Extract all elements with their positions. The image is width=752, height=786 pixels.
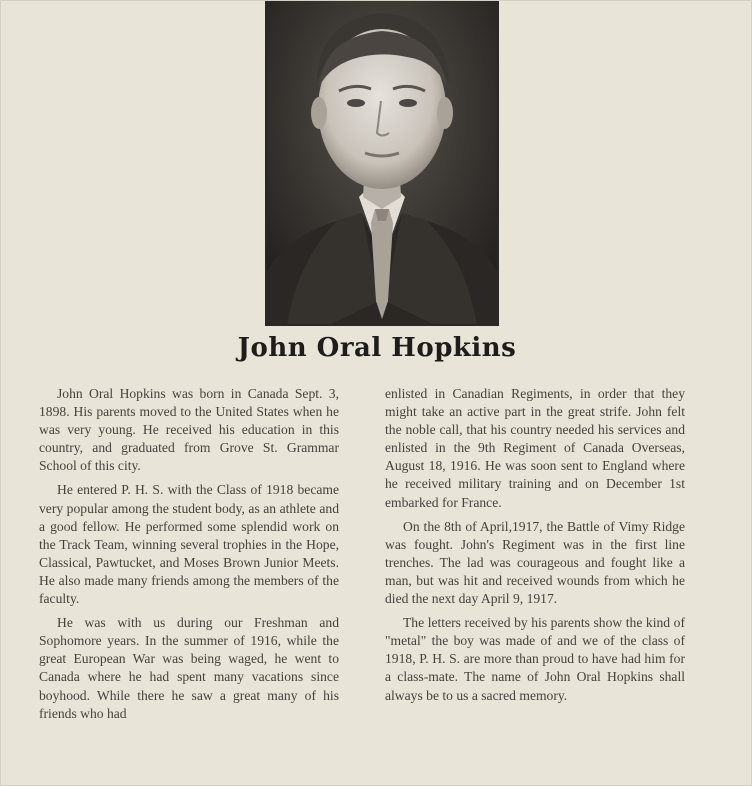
left-column	[39, 385, 339, 729]
portrait-photo	[265, 1, 499, 326]
paragraph: He was with us during our Freshman and Sophomore years. In the summer of 1916, while the great European War was being waged, he went to Canada where he had spent many vacations since boyhood. While there he saw a great many of his friends who had	[39, 615, 339, 721]
paragraph: On the 8th of April,1917, the Battle of Vimy Ridge was fought. John's Regiment was in the first line trenches. The lad was courageous and fought like a man, but was hit and received wounds from which he died the next day April 9, 1917.	[385, 518, 685, 607]
paragraph: He entered P. H. S. with the Class of 1918 became very popular among the student body, as an athlete and a good fellow. He performed some splendid work on the Track Team, winning several trophies in the Hope, Classical, Pawtucket, and Moses Brown Junior Meets. He also made many friends among the members of the faculty.	[39, 482, 339, 607]
right-column	[385, 385, 685, 711]
paragraph: The letters received by his parents show the kind of "metal" the boy was made of and we of the class of 1918, P. H. S. are more than proud to have had him for a class-mate. The name of John Oral Hopkins shall always be to us a sacred memory.	[385, 615, 685, 703]
paragraph: John Oral Hopkins was born in Canada Sept. 3, 1898. His parents moved to the United States when he was very young. He received his education in this country, and graduated from Grove St. Grammar School of this city.	[39, 386, 339, 474]
person-name-heading: John Oral Hopkins	[237, 333, 517, 363]
paragraph: enlisted in Canadian Regiments, in order that they might take an active part in the great strife. John felt the noble call, that his country needed his services and enlisted in the 9th Regiment of Canada Overseas, August 18, 1916. He was soon sent to England where he received military training and on December 1st embarked for France.	[385, 386, 685, 510]
